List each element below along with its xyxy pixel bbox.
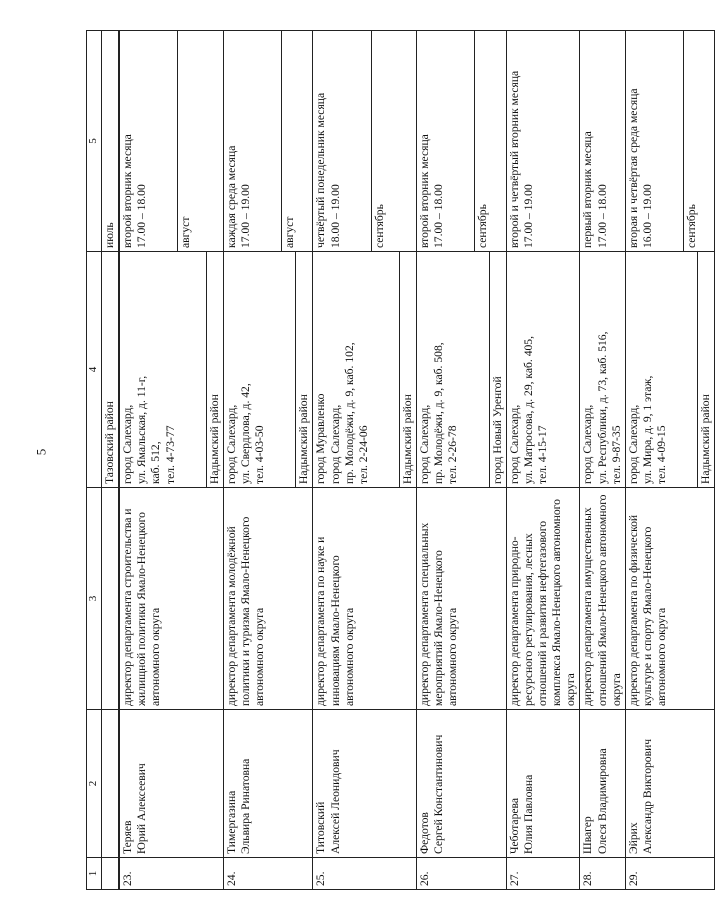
address [120,252,224,488]
next-month: август [177,31,193,251]
region-row [102,31,119,890]
schedule [506,31,580,252]
address-line: ул. Ямальская, д. 11-г, [135,375,149,484]
table-row [223,31,313,890]
address-line: тел. 2-26-78 [446,425,460,484]
table-row [120,31,224,890]
region-label: Тазовский район [102,252,119,488]
table-row [417,31,507,890]
address-line: город Салехард, [507,404,521,484]
schedule-line: 17.00 – 18.00 [432,184,446,248]
name-line: Эйрих [626,822,640,854]
address-line: тел. 9-87-35 [609,425,623,484]
address [417,252,507,488]
schedule-line: 17.00 – 19.00 [238,184,252,248]
name-line: Сергей Константинович [432,734,446,854]
schedule-line: первый вторник месяца [581,131,595,248]
name-line: Федотов [418,812,432,854]
next-region: город Новый Уренгой [489,252,505,487]
column-header-2: 2 [87,710,102,858]
position: директор департамента по науке и инновациям Ямало-Ненецкого автономного округа [313,488,417,710]
column-header-4: 4 [87,252,102,488]
schedule-rows [119,30,715,890]
address-line: тел. 4-73-77 [163,425,177,484]
address-line: тел. 4-09-15 [655,425,669,484]
name-line: Швагер [581,816,595,854]
header-row [87,31,102,890]
address-line: город Салехард, [121,404,135,484]
table-row [313,31,417,890]
region-month: июль [102,31,119,252]
position: директор департамента строительства и жилищной политики Ямало-Ненецкого автономного округа [120,488,224,710]
schedule-table [86,30,119,890]
next-region: Надымский район [399,252,415,487]
name-line: Теряев [121,820,135,854]
address-line: город Салехард, [626,404,640,484]
row-number: 28. [580,858,625,890]
name-line: Эльвира Ринатовна [238,758,252,854]
name-line: Юрий Алексеевич [135,763,149,854]
position: директор департамента молодёжной политики и туризма Ямало-Ненецкого автономного округа [223,488,313,710]
address-line: тел. 2-24-06 [356,425,370,484]
schedule-line: 17.00 – 18.00 [595,184,609,248]
schedule [313,31,417,252]
schedule-line: второй вторник месяца [121,134,135,248]
schedule-line: вторая и четвёртая среда месяца [626,88,640,248]
schedule-line: четвёртый понедельник месяца [314,92,328,248]
address [313,252,417,488]
address-line: пр. Молодёжи, д. 9, каб. 508, [432,342,446,484]
table-row [625,31,715,890]
person-name [580,710,625,858]
position: директор департамента специальных мероприятий Ямало-Ненецкого автономного округа [417,488,507,710]
address-line: каб. 512, [149,441,163,484]
address-line: тел. 4-03-50 [253,425,267,484]
table-row [506,31,580,890]
next-month: сентябрь [371,31,387,251]
address-line: ул. Матросова, д. 29, каб. 405, [521,336,535,484]
column-header-5: 5 [87,31,102,252]
table-row [580,31,625,890]
address-line: город Салехард, [418,404,432,484]
schedule-line: 16.00 – 19.00 [640,184,654,248]
next-month: сентябрь [683,31,699,251]
address-line: тел. 4-15-17 [535,425,549,484]
address-line: ул. Мира, д. 9, 1 этаж, [640,375,654,484]
schedule-line: второй вторник месяца [418,134,432,248]
position: директор департамента природно-ресурсного регулирования, лесных отношений и развития нефтегазового комплекса Ямало-Ненецкого автономного округа [506,488,580,710]
name-line: Александр Викторович [640,738,654,854]
row-number: 29. [625,858,715,890]
name-line: Чеботарева [507,798,521,854]
address [223,252,313,488]
page-number: 5 [33,448,49,456]
schedule-line: 17.00 – 18.00 [135,184,149,248]
address-line: пр. Молодёжи, д. 9, каб. 102, [342,342,356,484]
address-line: город Салехард, [328,404,342,484]
name-line: Юлия Павловна [521,774,535,854]
next-region: Надымский район [206,252,222,487]
row-number: 25. [313,858,417,890]
schedule [120,31,224,252]
schedule-line: 17.00 – 19.00 [521,184,535,248]
row-number: 26. [417,858,507,890]
position: директор департамента имущественных отношений Ямало-Ненецкого автономного округа [580,488,625,710]
next-region: Надымский район [697,252,713,487]
schedule [417,31,507,252]
next-region: Надымский район [295,252,311,487]
address-line: город Салехард, [224,404,238,484]
schedule-table-sheet [86,30,713,890]
name-line: Олеся Владимировна [595,748,609,854]
schedule [580,31,625,252]
person-name [417,710,507,858]
person-name [120,710,224,858]
address-line: ул. Свердлова, д. 42, [238,383,252,484]
schedule [625,31,715,252]
column-header-3: 3 [87,488,102,710]
name-line: Тимергазина [224,790,238,854]
address-line: ул. Республики, д. 73, каб. 516, [595,331,609,484]
schedule-line: каждая среда месяца [224,145,238,248]
name-line: Титовский [314,801,328,854]
address-line: город Салехард, [581,404,595,484]
address [580,252,625,488]
column-header-1: 1 [87,858,102,890]
address-line: город Муравленко [314,393,328,484]
person-name [506,710,580,858]
row-number: 23. [120,858,224,890]
row-number: 24. [223,858,313,890]
next-month: сентябрь [474,31,490,251]
schedule-line: 18.00 – 19.00 [328,184,342,248]
address [506,252,580,488]
next-month: август [281,31,297,251]
person-name [223,710,313,858]
address [625,252,715,488]
position: директор департамента по физической культуре и спорту Ямало-Ненецкого автономного округа [625,488,715,710]
row-number: 27. [506,858,580,890]
person-name [625,710,715,858]
schedule-line: второй и четвёртый вторник месяца [507,70,521,248]
schedule [223,31,313,252]
person-name [313,710,417,858]
name-line: Алексей Леонидович [328,749,342,854]
